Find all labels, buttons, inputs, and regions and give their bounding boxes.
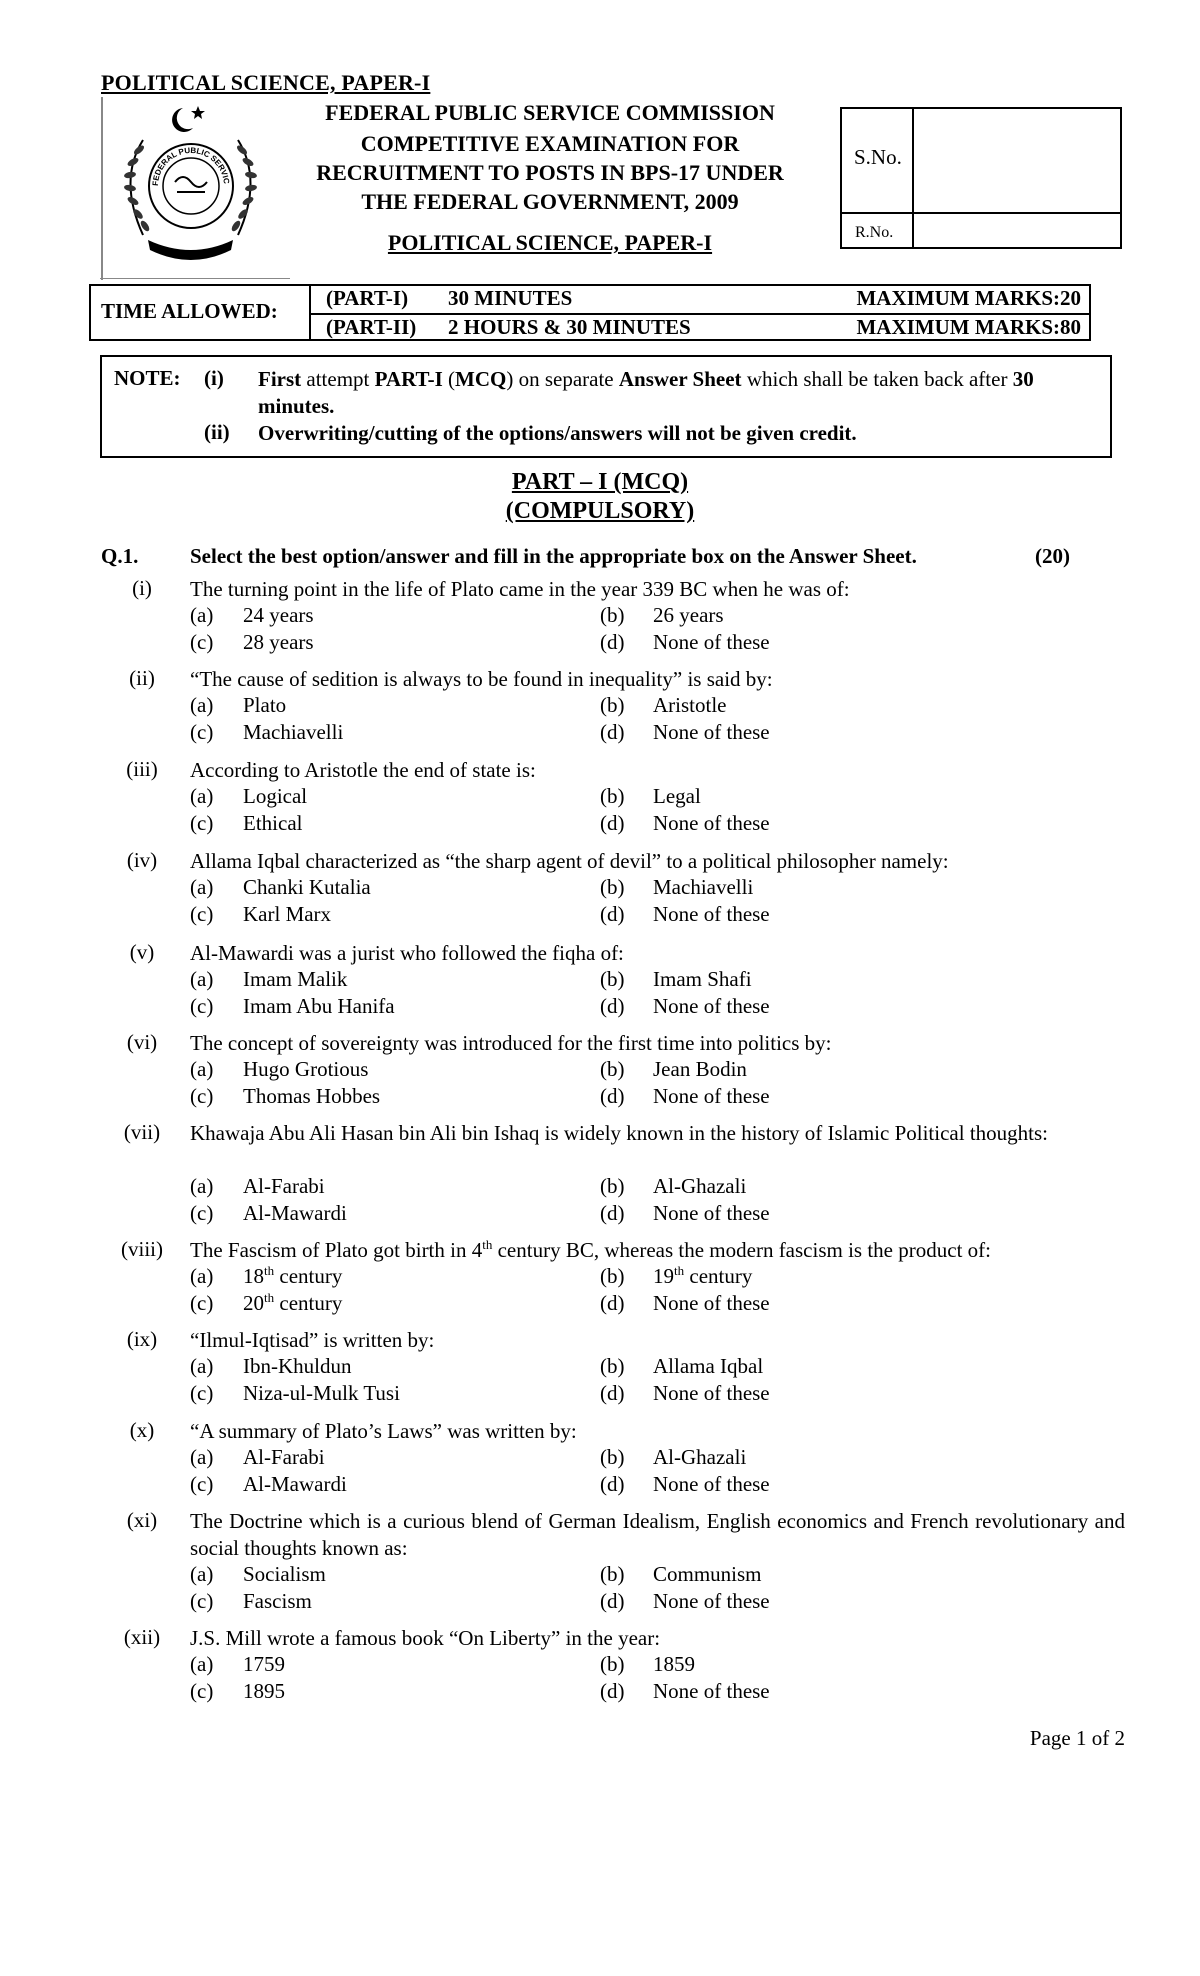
question-number: (iv): [126, 848, 158, 872]
question-number: (vii): [123, 1120, 161, 1144]
option-letter: (c): [190, 1679, 214, 1703]
option-letter: (b): [600, 1174, 625, 1198]
option-text: Karl Marx: [243, 902, 332, 926]
svg-text:FEDERAL PUBLIC SERVICE: FEDERAL PUBLIC SERVIC: [150, 145, 232, 187]
option-letter: (b): [600, 1057, 625, 1081]
question-number: (xii): [123, 1625, 161, 1649]
note-item-2-number: (ii): [204, 420, 230, 444]
part2-marks: MAXIMUM MARKS:80: [856, 315, 1081, 339]
option-letter: (d): [600, 1381, 625, 1405]
option-letter: (a): [190, 603, 214, 627]
question-number: (v): [129, 940, 155, 964]
note-item-1-number: (i): [204, 366, 224, 390]
option-text: None of these: [653, 1291, 770, 1315]
option-text: 19th century: [653, 1263, 753, 1288]
option-text: 1895: [243, 1679, 285, 1703]
option-letter: (b): [600, 1652, 625, 1676]
option-text: None of these: [653, 1084, 770, 1108]
option-text: Niza-ul-Mulk Tusi: [243, 1381, 400, 1405]
time-allowed-label: TIME ALLOWED:: [101, 299, 278, 323]
question-text: According to Aristotle the end of state is:: [190, 758, 536, 782]
option-text: Al-Ghazali: [653, 1445, 747, 1469]
option-text: Communism: [653, 1562, 762, 1586]
serial-number-box: [840, 107, 1122, 249]
option-text: Plato: [243, 693, 287, 717]
part-subtitle: (COMPULSORY): [505, 498, 695, 524]
option-letter: (a): [190, 1264, 214, 1288]
part-title: PART – I (MCQ): [511, 469, 689, 495]
option-letter: (a): [190, 693, 214, 717]
option-letter: (c): [190, 630, 214, 654]
question-text: “A summary of Plato’s Laws” was written by:: [190, 1419, 577, 1443]
option-letter: (a): [190, 1057, 214, 1081]
option-text: 24 years: [243, 603, 314, 627]
question-number: (i): [132, 576, 152, 600]
option-text: Al-Mawardi: [243, 1201, 347, 1225]
note-box: [100, 355, 1112, 458]
note-item-2-text: [258, 420, 1088, 447]
question-text: “Ilmul-Iqtisad” is written by:: [190, 1328, 435, 1352]
option-letter: (d): [600, 994, 625, 1018]
serial-box-row-divider: [842, 212, 1120, 214]
option-text: None of these: [653, 1589, 770, 1613]
question-number: (iii): [126, 757, 158, 781]
option-letter: (a): [190, 1354, 214, 1378]
option-letter: (a): [190, 1174, 214, 1198]
option-letter: (d): [600, 720, 625, 744]
option-text: None of these: [653, 720, 770, 744]
option-text: Imam Shafi: [653, 967, 752, 991]
note-label: NOTE:: [114, 366, 181, 390]
option-letter: (c): [190, 1291, 214, 1315]
option-text: Ethical: [243, 811, 303, 835]
option-text: Al-Mawardi: [243, 1472, 347, 1496]
option-text: Legal: [653, 784, 701, 808]
note-segment: 30 minutes.: [258, 367, 1034, 418]
part1-label: (PART-I): [326, 286, 409, 310]
question-number: (x): [129, 1418, 155, 1442]
option-letter: (b): [600, 1354, 625, 1378]
option-text: Jean Bodin: [653, 1057, 747, 1081]
question-text: J.S. Mill wrote a famous book “On Liberty” in the year:: [190, 1626, 661, 1650]
option-text: 28 years: [243, 630, 314, 654]
q1-number: Q.1.: [101, 544, 139, 568]
fpsc-emblem-icon: [103, 100, 278, 265]
question-text: Al-Mawardi was a jurist who followed the fiqha of:: [190, 941, 624, 965]
option-letter: (a): [190, 784, 214, 808]
option-text: None of these: [653, 994, 770, 1018]
option-letter: (c): [190, 1472, 214, 1496]
option-text: Socialism: [243, 1562, 326, 1586]
option-letter: (d): [600, 1472, 625, 1496]
option-text: 26 years: [653, 603, 724, 627]
header-line-3: RECRUITMENT TO POSTS IN BPS-17 UNDER: [316, 160, 784, 185]
note-segment: which shall be taken back after: [741, 367, 1013, 391]
option-text: Thomas Hobbes: [243, 1084, 381, 1108]
option-text: Ibn-Khuldun: [243, 1354, 352, 1378]
option-text: Al-Farabi: [243, 1174, 325, 1198]
option-text: 18th century: [243, 1263, 343, 1288]
option-text: Al-Farabi: [243, 1445, 325, 1469]
question-text: The Doctrine which is a curious blend of German Idealism, English economics and French revolutionary and social thoughts known as:: [190, 1509, 1125, 1560]
option-letter: (a): [190, 1445, 214, 1469]
note-segment: First: [258, 367, 302, 391]
option-text: 20th century: [243, 1290, 343, 1315]
option-text: Logical: [243, 784, 308, 808]
option-text: None of these: [653, 1679, 770, 1703]
question-number: (ii): [129, 666, 155, 690]
note-segment: PART-I: [374, 367, 443, 391]
part1-marks: MAXIMUM MARKS:20: [856, 286, 1081, 310]
option-letter: (d): [600, 902, 625, 926]
option-letter: (d): [600, 1201, 625, 1225]
time-allowed-box: [89, 284, 1091, 341]
option-text: Chanki Kutalia: [243, 875, 371, 899]
part1-time: 30 MINUTES: [448, 286, 573, 310]
question-text: The concept of sovereignty was introduced for the first time into politics by:: [190, 1031, 832, 1055]
option-text: Machiavelli: [653, 875, 754, 899]
part2-time: 2 HOURS & 30 MINUTES: [448, 315, 691, 339]
question-text: “The cause of sedition is always to be found in inequality” is said by:: [190, 667, 773, 691]
option-text: Aristotle: [653, 693, 727, 717]
option-letter: (c): [190, 902, 214, 926]
option-letter: (c): [190, 1201, 214, 1225]
note-segment: attempt: [301, 367, 375, 391]
question-text: Khawaja Abu Ali Hasan bin Ali bin Ishaq is widely known in the history of Islamic Political thoughts:: [190, 1121, 1048, 1145]
top-title: POLITICAL SCIENCE, PAPER-I: [101, 70, 431, 95]
option-letter: (d): [600, 1084, 625, 1108]
note-segment: Answer Sheet: [618, 367, 742, 391]
option-letter: (c): [190, 720, 214, 744]
option-letter: (a): [190, 1562, 214, 1586]
option-letter: (c): [190, 1084, 214, 1108]
option-text: Fascism: [243, 1589, 312, 1613]
question-number: (vi): [126, 1030, 158, 1054]
option-letter: (a): [190, 967, 214, 991]
option-letter: (c): [190, 811, 214, 835]
option-text: None of these: [653, 902, 770, 926]
rno-label: R.No.: [855, 224, 894, 241]
sno-label: S.No.: [854, 145, 902, 169]
option-text: None of these: [653, 1381, 770, 1405]
note-segment: ) on separate: [506, 367, 619, 391]
question-number: (xi): [126, 1508, 158, 1532]
option-text: Allama Iqbal: [653, 1354, 764, 1378]
serial-box-divider: [912, 109, 914, 247]
option-letter: (d): [600, 1291, 625, 1315]
page-number: Page 1 of 2: [1029, 1726, 1125, 1750]
option-letter: (d): [600, 1679, 625, 1703]
option-letter: (b): [600, 784, 625, 808]
option-text: 1759: [243, 1652, 285, 1676]
option-letter: (b): [600, 1445, 625, 1469]
option-text: None of these: [653, 1201, 770, 1225]
question-text: The turning point in the life of Plato came in the year 339 BC when he was of:: [190, 577, 850, 601]
option-letter: (d): [600, 811, 625, 835]
question-number: (ix): [126, 1327, 158, 1351]
option-text: None of these: [653, 1472, 770, 1496]
option-text: Machiavelli: [243, 720, 344, 744]
option-text: Imam Malik: [243, 967, 348, 991]
header-line-2: COMPETITIVE EXAMINATION FOR: [360, 131, 740, 156]
option-text: None of these: [653, 811, 770, 835]
option-letter: (c): [190, 994, 214, 1018]
option-letter: (c): [190, 1589, 214, 1613]
option-letter: (b): [600, 693, 625, 717]
option-letter: (c): [190, 1381, 214, 1405]
question-text: Allama Iqbal characterized as “the sharp agent of devil” to a political philosopher namely:: [190, 849, 949, 873]
option-text: Imam Abu Hanifa: [243, 994, 395, 1018]
header-bottom-line: [100, 278, 290, 279]
part2-label: (PART-II): [326, 315, 417, 339]
option-text: None of these: [653, 630, 770, 654]
option-letter: (b): [600, 967, 625, 991]
option-letter: (a): [190, 1652, 214, 1676]
option-text: 1859: [653, 1652, 695, 1676]
question-number: (viii): [121, 1237, 163, 1261]
option-text: Hugo Grotious: [243, 1057, 369, 1081]
question-text: The Fascism of Plato got birth in 4th century BC, whereas the modern fascism is the product of:: [190, 1237, 991, 1262]
note-segment: Overwriting/cutting of the options/answers will not be given credit.: [258, 421, 857, 445]
option-letter: (b): [600, 875, 625, 899]
option-letter: (a): [190, 875, 214, 899]
option-letter: (d): [600, 630, 625, 654]
note-segment: MCQ: [455, 367, 507, 391]
paper-subtitle: POLITICAL SCIENCE, PAPER-I: [387, 230, 713, 255]
option-letter: (b): [600, 1562, 625, 1586]
option-letter: (d): [600, 1589, 625, 1613]
option-letter: (b): [600, 603, 625, 627]
note-item-1-text: [258, 366, 1088, 420]
option-letter: (b): [600, 1264, 625, 1288]
q1-marks: (20): [1035, 544, 1070, 568]
header-line-1: FEDERAL PUBLIC SERVICE COMMISSION: [325, 100, 775, 125]
note-segment: (: [442, 367, 455, 391]
q1-instruction: Select the best option/answer and fill in the appropriate box on the Answer Sheet.: [190, 544, 917, 568]
option-text: Al-Ghazali: [653, 1174, 747, 1198]
header-line-4: THE FEDERAL GOVERNMENT, 2009: [361, 189, 739, 214]
